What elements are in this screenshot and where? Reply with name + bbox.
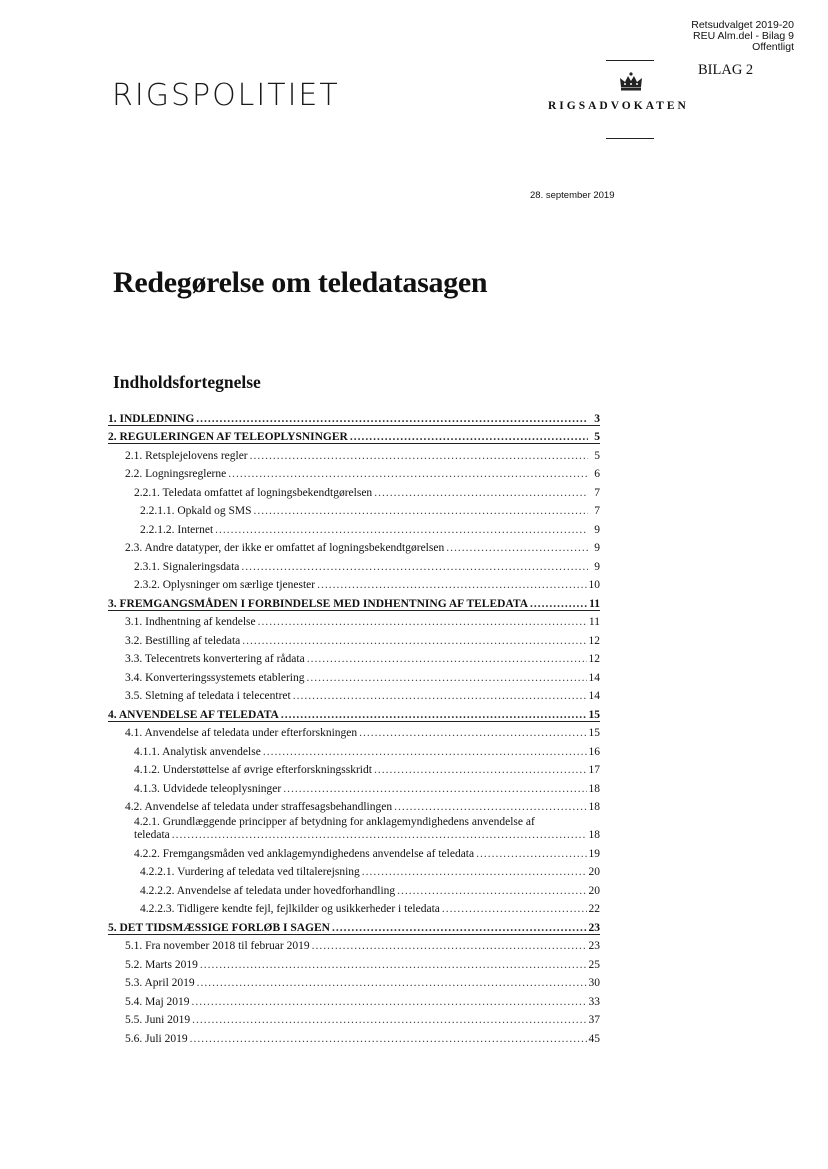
toc-page-number: 14 bbox=[588, 671, 600, 684]
toc-entry[interactable] bbox=[108, 863, 600, 882]
toc-page-number: 23 bbox=[588, 921, 600, 934]
toc-entry-label: 2.3.1. Signaleringsdata bbox=[134, 560, 240, 573]
toc-page-number: 11 bbox=[588, 616, 600, 628]
toc-entry-label: 4.2.1. Grundlæggende principper af betydning for anklagemyndighedens anvendelse af bbox=[134, 816, 535, 828]
toc-entry[interactable] bbox=[108, 955, 600, 974]
toc-leader-dots bbox=[228, 468, 588, 480]
toc-entry-label: 4.1.1. Analytisk anvendelse bbox=[134, 745, 261, 758]
toc-page-number: 22 bbox=[588, 903, 600, 915]
toc-page-number: 20 bbox=[588, 884, 600, 897]
toc-page-number: 10 bbox=[588, 579, 600, 591]
toc-entry-label: 4.1.2. Understøttelse af øvrige efterforskningsskridt bbox=[134, 764, 372, 776]
document-title: Redegørelse om teledatasagen bbox=[113, 266, 488, 299]
toc-leader-dots bbox=[476, 848, 586, 860]
toc-entry[interactable] bbox=[108, 594, 600, 613]
toc-page-number: 7 bbox=[594, 486, 600, 499]
toc-entry[interactable] bbox=[108, 650, 600, 669]
toc-leader-dots bbox=[312, 940, 587, 952]
toc-leader-dots bbox=[350, 431, 588, 443]
toc-entry-label: 4. ANVENDELSE AF TELEDATA bbox=[108, 708, 279, 721]
rigsadvokaten-wordmark: RIGSADVOKATEN bbox=[548, 100, 689, 112]
toc-entry-label: 3.2. Bestilling af teledata bbox=[125, 634, 241, 647]
toc-page-number: 25 bbox=[588, 958, 600, 971]
stamp-line-reference: REU Alm.del - Bilag 9 bbox=[693, 30, 794, 42]
toc-entry-label: 3.5. Sletning af teledata i telecentret bbox=[125, 690, 291, 702]
toc-page-number: 6 bbox=[594, 468, 600, 480]
toc-page-number: 23 bbox=[588, 940, 600, 952]
toc-entry[interactable] bbox=[108, 900, 600, 919]
toc-page-number: 16 bbox=[588, 745, 600, 758]
toc-page-number: 5 bbox=[594, 449, 600, 462]
table-of-contents bbox=[108, 409, 600, 1048]
toc-leader-dots bbox=[307, 653, 587, 665]
toc-entry-label: 3.1. Indhentning af kendelse bbox=[125, 616, 256, 628]
toc-entry-label: 4.2.2.2. Anvendelse af teledata under hovedforhandling bbox=[140, 884, 396, 897]
toc-entry-label: 3.3. Telecentrets konvertering af rådata bbox=[125, 653, 305, 665]
rigsadvokaten-crest bbox=[548, 58, 718, 148]
toc-page-number: 5 bbox=[594, 431, 600, 443]
toc-entry[interactable] bbox=[108, 483, 600, 502]
toc-leader-dots bbox=[332, 922, 587, 934]
toc-leader-dots bbox=[200, 959, 587, 971]
crest-rule-bottom bbox=[606, 138, 654, 140]
toc-entry-label: 4.2.2. Fremgangsmåden ved anklagemyndighedens anvendelse af teledata bbox=[134, 847, 475, 860]
toc-entry-label: 4.1. Anvendelse af teledata under efterforskningen bbox=[125, 727, 358, 739]
toc-entry[interactable] bbox=[108, 631, 600, 650]
toc-page-number: 11 bbox=[589, 597, 600, 610]
toc-entry-label: 4.2.2.3. Tidligere kendte fejl, fejlkilder og usikkerheder i teledata bbox=[140, 903, 440, 915]
toc-entry[interactable] bbox=[108, 918, 600, 937]
toc-entry[interactable] bbox=[108, 844, 600, 863]
toc-leader-dots bbox=[442, 903, 587, 915]
toc-page-number: 20 bbox=[588, 866, 600, 878]
toc-entry[interactable] bbox=[108, 1029, 600, 1048]
toc-page-number: 33 bbox=[588, 995, 600, 1008]
toc-leader-dots bbox=[397, 885, 586, 897]
toc-leader-dots bbox=[317, 579, 586, 591]
toc-entry[interactable] bbox=[108, 724, 600, 743]
stamp-line-public: Offentligt bbox=[752, 41, 794, 53]
toc-entry[interactable] bbox=[108, 742, 600, 761]
toc-entry-label: 5.3. April 2019 bbox=[125, 977, 195, 989]
toc-leader-dots bbox=[281, 709, 587, 721]
toc-leader-dots bbox=[374, 487, 588, 499]
toc-entry[interactable] bbox=[108, 557, 600, 576]
toc-leader-dots bbox=[362, 866, 587, 878]
toc-leader-dots bbox=[263, 746, 587, 758]
toc-leader-dots bbox=[530, 598, 587, 610]
toc-entry-label: 5.4. Maj 2019 bbox=[125, 995, 190, 1008]
toc-page-number: 3 bbox=[594, 412, 600, 425]
toc-entry-label: 2.1. Retsplejelovens regler bbox=[125, 449, 248, 462]
toc-entry[interactable] bbox=[108, 974, 600, 993]
toc-entry-label-continued: teledata bbox=[134, 829, 170, 841]
toc-page-number: 15 bbox=[588, 727, 600, 739]
toc-entry[interactable] bbox=[108, 798, 600, 817]
toc-page-number: 37 bbox=[588, 1014, 600, 1026]
toc-page-number: 14 bbox=[588, 690, 600, 702]
toc-entry[interactable] bbox=[108, 502, 600, 521]
toc-entry[interactable] bbox=[108, 576, 600, 595]
toc-leader-dots bbox=[446, 542, 588, 554]
toc-leader-dots bbox=[258, 616, 587, 628]
toc-entry-label: 2.2.1.2. Internet bbox=[140, 523, 214, 536]
toc-entry[interactable] bbox=[108, 613, 600, 632]
toc-page-number: 9 bbox=[594, 542, 600, 554]
toc-entry[interactable] bbox=[108, 687, 600, 706]
rigspolitiet-logo: RIGSPOLITIET bbox=[112, 78, 340, 113]
toc-leader-dots bbox=[215, 524, 588, 536]
toc-leader-dots bbox=[197, 977, 587, 989]
toc-page-number: 17 bbox=[588, 764, 600, 776]
toc-leader-dots bbox=[394, 801, 586, 813]
toc-entry-label: 1. INDLEDNING bbox=[108, 412, 195, 425]
toc-leader-dots bbox=[242, 635, 586, 647]
toc-page-number: 18 bbox=[588, 801, 600, 813]
toc-entry-label: 5.2. Marts 2019 bbox=[125, 958, 198, 971]
toc-leader-dots bbox=[283, 783, 586, 795]
toc-page-number: 19 bbox=[588, 847, 600, 860]
toc-entry[interactable] bbox=[108, 465, 600, 484]
toc-leader-dots bbox=[172, 829, 587, 841]
toc-leader-dots bbox=[192, 1014, 586, 1026]
toc-entry[interactable] bbox=[108, 446, 600, 465]
archive-stamp bbox=[691, 20, 794, 53]
toc-heading: Indholdsfortegnelse bbox=[113, 372, 261, 392]
document-date: 28. september 2019 bbox=[530, 190, 615, 201]
toc-entry[interactable] bbox=[108, 520, 600, 539]
toc-entry[interactable] bbox=[108, 539, 600, 558]
toc-page-number: 45 bbox=[588, 1032, 600, 1045]
toc-entry-label: 2.2.1. Teledata omfattet af logningsbekendtgørelsen bbox=[134, 486, 373, 499]
toc-entry[interactable] bbox=[108, 779, 600, 798]
toc-page-number: 9 bbox=[594, 523, 600, 536]
toc-entry[interactable] bbox=[108, 992, 600, 1011]
crest-rule-top bbox=[606, 60, 654, 62]
toc-entry-label: 3.4. Konverteringssystemets etablering bbox=[125, 671, 305, 684]
toc-entry[interactable] bbox=[108, 1011, 600, 1030]
toc-leader-dots bbox=[241, 561, 588, 573]
crown-icon bbox=[618, 72, 644, 92]
toc-leader-dots bbox=[192, 996, 587, 1008]
toc-entry-label: 5.6. Juli 2019 bbox=[125, 1032, 188, 1045]
toc-entry-label: 4.2. Anvendelse af teledata under straffesagsbehandlingen bbox=[125, 801, 393, 813]
toc-entry-label: 2.2. Logningsreglerne bbox=[125, 468, 227, 480]
toc-page-number: 18 bbox=[588, 782, 600, 795]
toc-page-number: 9 bbox=[594, 560, 600, 573]
toc-leader-dots bbox=[374, 764, 587, 776]
toc-page-number: 7 bbox=[594, 505, 600, 517]
toc-page-number: 18 bbox=[588, 829, 600, 841]
toc-entry[interactable] bbox=[108, 705, 600, 724]
toc-leader-dots bbox=[293, 690, 587, 702]
toc-entry-label: 2.3. Andre datatyper, der ikke er omfattet af logningsbekendtgørelsen bbox=[125, 542, 445, 554]
toc-page-number: 30 bbox=[588, 977, 600, 989]
attachment-label: BILAG 2 bbox=[698, 62, 754, 78]
toc-entry-label: 4.2.2.1. Vurdering af teledata ved tiltalerejsning bbox=[140, 866, 360, 878]
toc-page-number: 12 bbox=[588, 653, 600, 665]
stamp-line-committee: Retsudvalget 2019-20 bbox=[691, 19, 794, 31]
toc-leader-dots bbox=[250, 450, 588, 462]
toc-entry-label: 2.2.1.1. Opkald og SMS bbox=[140, 505, 252, 517]
toc-entry[interactable] bbox=[108, 428, 600, 447]
toc-entry-label: 4.1.3. Udvidede teleoplysninger bbox=[134, 782, 282, 795]
toc-entry-label: 5. DET TIDSMÆSSIGE FORLØB I SAGEN bbox=[108, 921, 330, 934]
toc-entry-label: 3. FREMGANGSMÅDEN I FORBINDELSE MED INDHENTNING AF TELEDATA bbox=[108, 597, 529, 610]
toc-entry-label: 2.3.2. Oplysninger om særlige tjenester bbox=[134, 579, 316, 591]
toc-leader-dots bbox=[196, 413, 588, 425]
toc-entry[interactable] bbox=[108, 761, 600, 780]
toc-entry[interactable] bbox=[108, 937, 600, 956]
toc-page-number: 12 bbox=[588, 634, 600, 647]
toc-leader-dots bbox=[254, 505, 589, 517]
toc-entry-label: 2. REGULERINGEN AF TELEOPLYSNINGER bbox=[108, 431, 348, 443]
toc-leader-dots bbox=[307, 672, 587, 684]
toc-leader-dots bbox=[359, 727, 586, 739]
toc-entry-label: 5.5. Juni 2019 bbox=[125, 1014, 191, 1026]
toc-entry[interactable] bbox=[108, 409, 600, 428]
toc-leader-dots bbox=[190, 1033, 587, 1045]
toc-entry-label: 5.1. Fra november 2018 til februar 2019 bbox=[125, 940, 310, 952]
toc-entry[interactable] bbox=[108, 816, 600, 844]
toc-entry[interactable] bbox=[108, 668, 600, 687]
toc-entry[interactable] bbox=[108, 881, 600, 900]
toc-page-number: 15 bbox=[588, 708, 600, 721]
